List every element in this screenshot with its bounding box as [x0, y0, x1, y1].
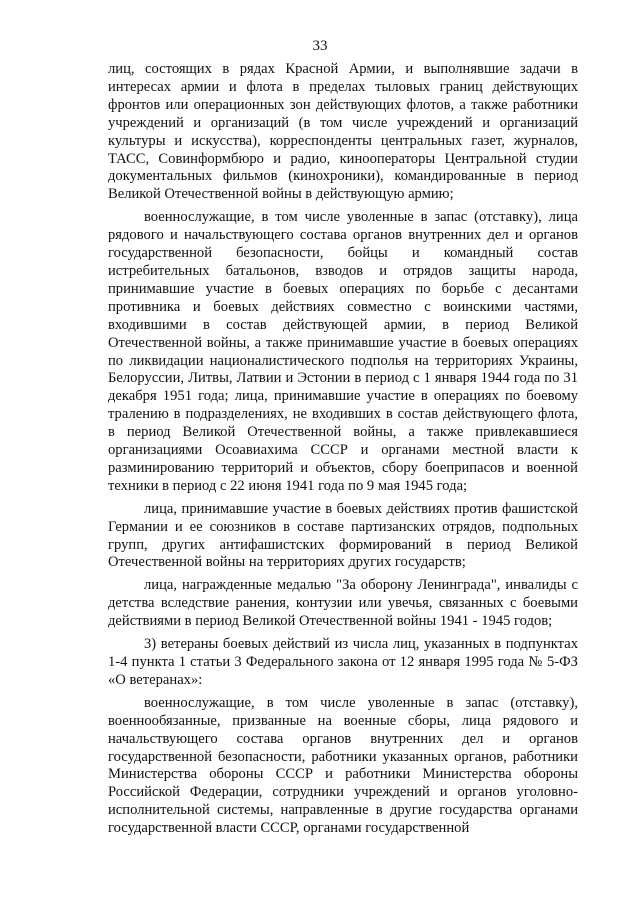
page-number: 33 [312, 38, 328, 54]
paragraph-servicemen: военнослужащие, в том числе уволенные в запас (отставку), лица рядового и начальствующего состава органов внутренних дел и органов государственной безопасности, бойцы и командный состав истребительных батальонов, взводов и отрядов защиты народа, принимавшие участие в боевых операциях по борьбе с десантами противника и боевых действиях совместно с воинскими частями, входившими в состав действующей армии, в период Великой Отечественной войны, а также принимавшие участие в боевых операциях по ликвидации националистического подполья на территориях Украины, Белоруссии, Литвы, Латвии и Эстонии в период с 1 января 1944 года по 31 декабря 1951 года; лица, принимавшие участие в операциях по боевому тралению в подразделениях, не входивших в состав действующего флота, в период Великой Отечественной войны, а также привлекавшиеся организациями Осоавиахима СССР и органами местной власти к разминированию территорий и объектов, сбору боеприпасов и военной техники в период с 22 июня 1941 года по 9 мая 1945 года; [108, 209, 578, 494]
paragraph-leningrad-medal: лица, награжденные медалью "За оборону Ленинграда", инвалиды с детства вследствие ранения, контузии или увечья, связанных с боевыми действиями в период Великой Отечественной войны 1941 - 1945 годов; [108, 577, 578, 630]
paragraph-partisans: лица, принимавшие участие в боевых действиях против фашистской Германии и ее союзников в составе партизанских отрядов, подпольных групп, других антифашистских формирований в период Великой Отечественной войны на территориях других государств; [108, 500, 578, 571]
document-body [108, 61, 578, 843]
paragraph-servicemen-abroad: военнослужащие, в том числе уволенные в запас (отставку), военнообязанные, призванные на военные сборы, лица рядового и начальствующего состава органов внутренних дел и органов государственной безопасности, работники указанных органов, работники Министерства обороны СССР и работники Министерства обороны Российской Федерации, сотрудники учреждений и органов уголовно-исполнительной системы, направленные в другие государства органами государственной власти СССР, органами государственной [108, 694, 578, 837]
paragraph-continuation: лиц, состоящих в рядах Красной Армии, и выполнявшие задачи в интересах армии и флота в пределах тыловых границ действующих фронтов или операционных зон действующих флотов, а также работники учреждений и организаций (в том числе учреждений и организаций культуры и искусства), корреспонденты центральных газет, журналов, ТАСС, Совинформбюро и радио, кинооператоры Центральной студии документальных фильмов (кинохроники), командированные в период Великой Отечественной войны в действующую армию; [108, 61, 578, 203]
paragraph-combat-veterans: 3) ветераны боевых действий из числа лиц, указанных в подпунктах 1-4 пункта 1 статьи 3 Федерального закона от 12 января 1995 года № 5-ФЗ «О ветеранах»: [108, 636, 578, 688]
